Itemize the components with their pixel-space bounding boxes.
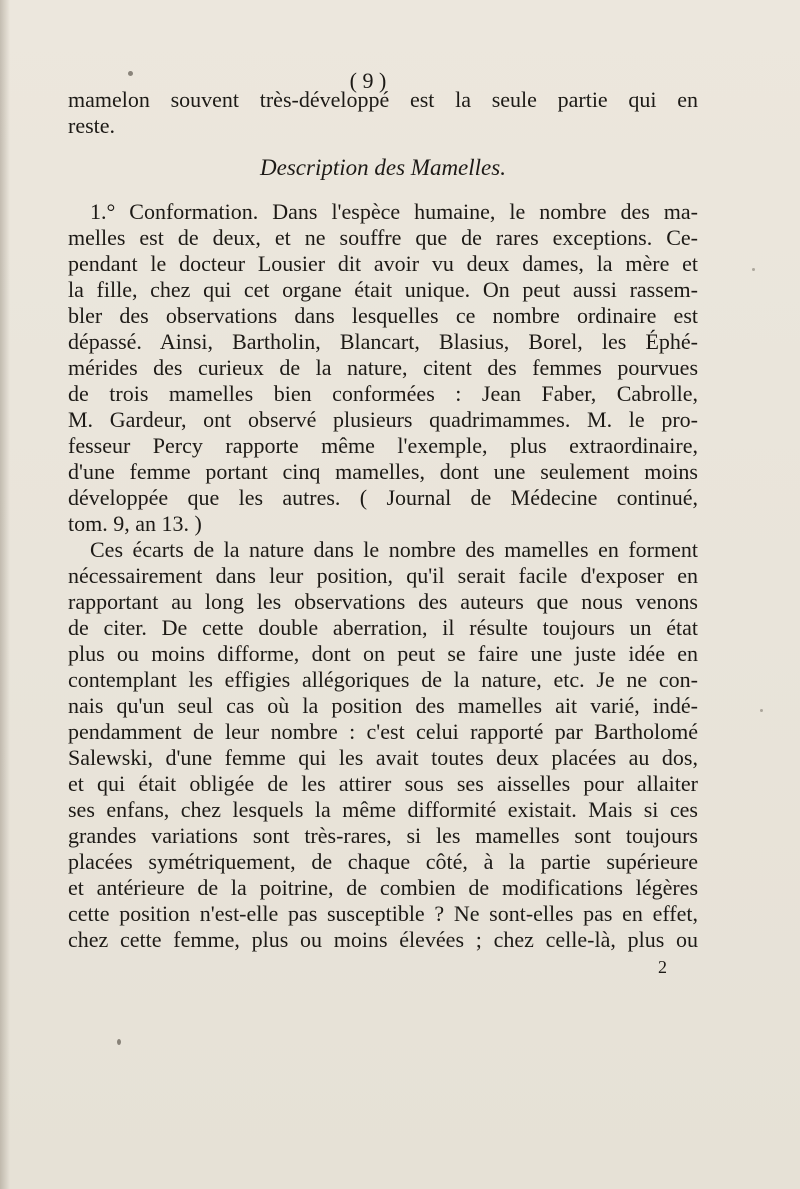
- text-line: la fille, chez qui cet organe était unique. On peut aussi rassem-: [68, 277, 698, 302]
- text-line: Ces écarts de la nature dans le nombre des mamelles en forment: [90, 537, 698, 562]
- text-line: melles est de deux, et ne souffre que de rares exceptions. Ce-: [68, 225, 698, 250]
- ink-speck: [128, 71, 133, 76]
- text-line: mérides des curieux de la nature, citent des femmes pourvues: [68, 355, 698, 380]
- text-line: fesseur Percy rapporte même l'exemple, plus extraordinaire,: [68, 433, 698, 458]
- text-line: de trois mamelles bien conformées : Jean Faber, Cabrolle,: [68, 381, 698, 406]
- text-line: plus ou moins difforme, dont on peut se faire une juste idée en: [68, 641, 698, 666]
- text-line: grandes variations sont très-rares, si les mamelles sont toujours: [68, 823, 698, 848]
- text-line: ses enfans, chez lesquels la même difformité existait. Mais si ces: [68, 797, 698, 822]
- text-line: nais qu'un seul cas où la position des mamelles ait varié, indé-: [68, 693, 698, 718]
- text-line: mamelon souvent très-développé est la seule partie qui en: [68, 87, 698, 112]
- signature-mark: 2: [658, 957, 667, 977]
- section-heading: Description des Mamelles.: [260, 155, 506, 180]
- text-line: M. Gardeur, ont observé plusieurs quadrimammes. M. le pro-: [68, 407, 698, 432]
- text-line: contemplant les effigies allégoriques de la nature, etc. Je ne con-: [68, 667, 698, 692]
- ink-speck: [760, 709, 763, 712]
- text-line: et antérieure de la poitrine, de combien de modifications légères: [68, 875, 698, 900]
- text-line: de citer. De cette double aberration, il résulte toujours un état: [68, 615, 698, 640]
- text-line: d'une femme portant cinq mamelles, dont une seulement moins: [68, 459, 698, 484]
- text-line: placées symétriquement, de chaque côté, à la partie supérieure: [68, 849, 698, 874]
- ink-speck: [117, 1039, 121, 1045]
- page-number: ( 9 ): [349, 68, 387, 93]
- text-line: reste.: [68, 113, 116, 138]
- text-line: et qui était obligée de les attirer sous ses aisselles pour allaiter: [68, 771, 698, 796]
- text-line: tom. 9, an 13. ): [68, 511, 202, 536]
- text-line: pendant le docteur Lousier dit avoir vu deux dames, la mère et: [68, 251, 698, 276]
- text-line: rapportant au long les observations des auteurs que nous venons: [68, 589, 698, 614]
- ink-speck: [752, 268, 755, 271]
- text-line: cette position n'est-elle pas susceptible ? Ne sont-elles pas en effet,: [68, 901, 698, 926]
- text-line: 1.° Conformation. Dans l'espèce humaine, le nombre des ma-: [90, 199, 698, 224]
- text-line: pendamment de leur nombre : c'est celui rapporté par Bartholomé: [68, 719, 698, 744]
- text-line: Salewski, d'une femme qui les avait toutes deux placées au dos,: [68, 745, 698, 770]
- text-line: développée que les autres. ( Journal de Médecine continué,: [68, 485, 698, 510]
- binding-gutter-shadow: [0, 0, 10, 1189]
- text-line: dépassé. Ainsi, Bartholin, Blancart, Blasius, Borel, les Éphé-: [68, 329, 698, 354]
- text-line: bler des observations dans lesquelles ce nombre ordinaire est: [68, 303, 698, 328]
- text-line: nécessairement dans leur position, qu'il serait facile d'exposer en: [68, 563, 698, 588]
- text-line: chez cette femme, plus ou moins élevées ; chez celle-là, plus ou: [68, 927, 698, 952]
